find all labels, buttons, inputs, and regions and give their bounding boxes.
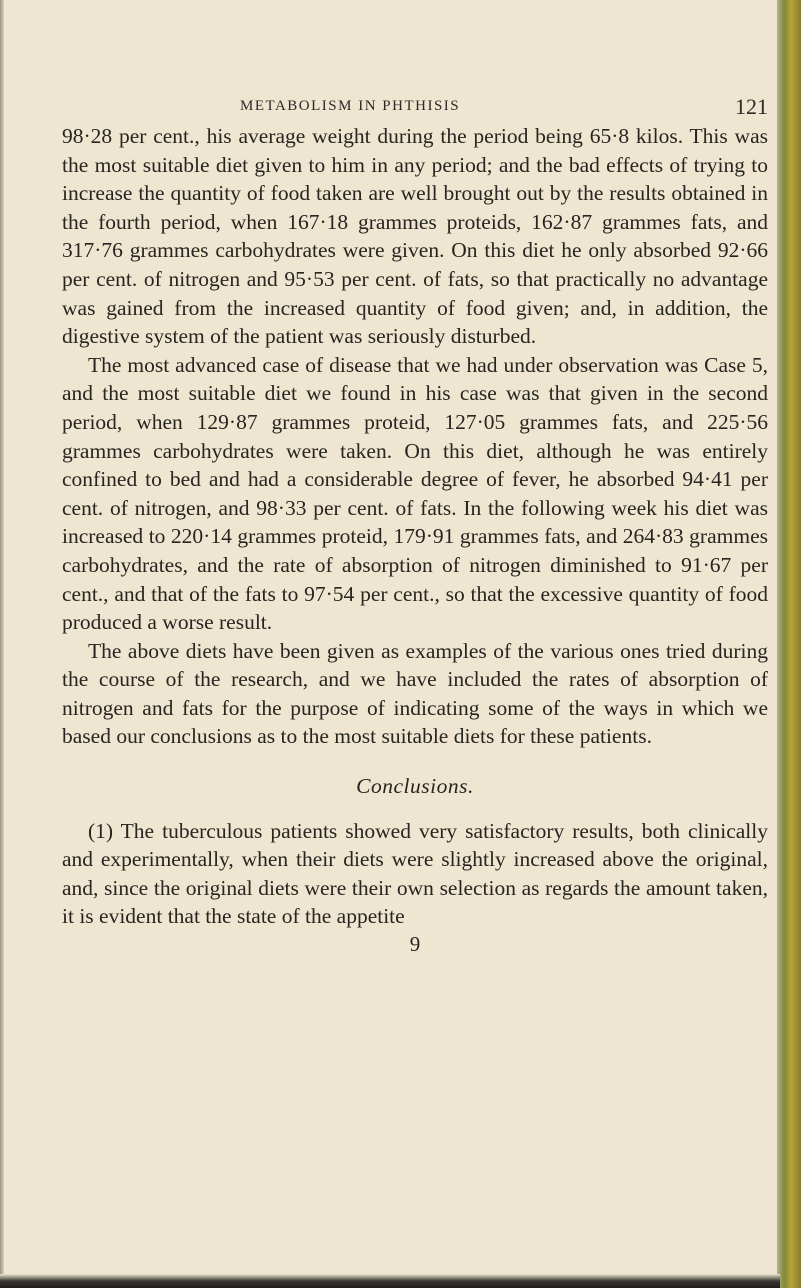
section-heading-conclusions: Conclusions. [356, 774, 474, 799]
running-head [80, 94, 770, 120]
book-spine-edge [777, 0, 801, 1288]
page-left-shadow [0, 0, 4, 1288]
paragraph-case-5: The most advanced case of disease that we had under observation was Case 5, and the most suitable diet we found in his case was that given in the second period, when 129·87 grammes proteid, 127·05 grammes fats, and 225·56 grammes carbohydrates were taken. On this diet, although he was entirely confined to bed and had a considerable degree of fever, he absorbed 94·41 per cent. of nitrogen, and 98·33 per cent. of fats. In the following week his diet was increased to 220·14 grammes proteid, 179·91 grammes fats, and 264·83 grammes carbohydrates, and the rate of absorption of nitrogen diminished to 91·67 per cent., and that of the fats to 97·54 per cent., so that the excessive quantity of food produced a worse result. [62, 352, 768, 635]
signature-mark: 9 [409, 932, 421, 957]
page-bottom-shadow [0, 1274, 780, 1288]
page-number: 121 [735, 94, 768, 119]
paragraph-continuation: 98·28 per cent., his average weight during the period being 65·8 kilos. This was the most suitable diet given to him in any period; and the bad effects of trying to increase the quantity of food taken are well brought out by the results obtained in the fourth period, when 167·18 grammes proteids, 162·87 grammes fats, and 317·76 grammes carbohydrates were given. On this diet he only absorbed 92·66 per cent. of nitrogen and 95·53 per cent. of fats, so that practically no advantage was gained from the increased quantity of food given; and, in addition, the digestive system of the patient was seriously disturbed. [62, 124, 768, 349]
paragraph-conclusion-1: (1) The tuberculous patients showed very satisfactory results, both clinically and experimentally, when their diets were slightly increased above the original, and, since the original diets were their own selection as regards the amount taken, it is evident that the state of the appetite [62, 818, 768, 929]
paragraph-diet-examples: The above diets have been given as examples of the various ones tried during the course of the research, and we have included the rates of absorption of nitrogen and fats for the purpose of indicating some of the ways in which we based our conclusions as to the most suitable diets for these patients. [62, 638, 768, 749]
body-text [62, 122, 768, 957]
running-title: METABOLISM IN PHTHISIS [240, 98, 461, 114]
